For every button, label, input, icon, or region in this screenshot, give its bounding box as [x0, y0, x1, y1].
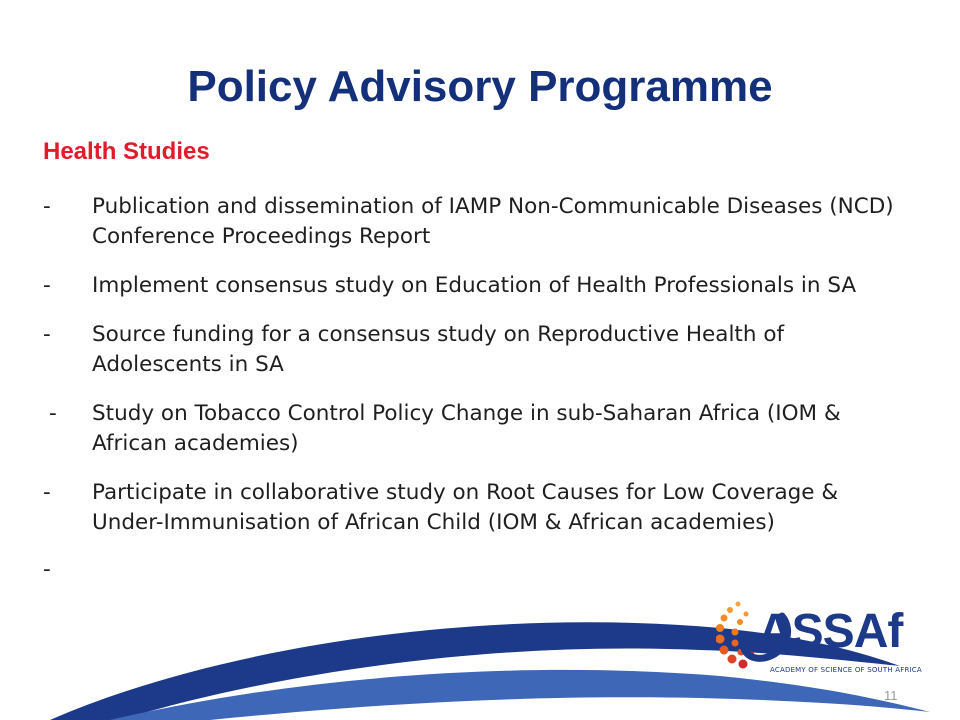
bullet-item — [43, 478, 903, 538]
section-subtitle: Health Studies — [43, 138, 210, 165]
bullet-item — [43, 271, 903, 301]
bullet-dash: - — [43, 194, 51, 219]
bullet-text: Participate in collaborative study on Root Causes for Low Coverage & Under-Immunisation of African Child (IOM & African academies) — [92, 480, 839, 535]
bullet-list — [43, 192, 903, 582]
bullet-item — [43, 192, 903, 252]
bullet-dash: - — [43, 322, 51, 347]
slide-title: Policy Advisory Programme — [187, 62, 773, 111]
bullet-item — [43, 320, 903, 380]
assaf-logo — [716, 598, 932, 690]
logo-subtext: ACADEMY OF SCIENCE OF SOUTH AFRICA — [770, 666, 922, 674]
page-number: 11 — [884, 688, 898, 703]
bullet-dash: - — [43, 480, 51, 505]
bullet-text: Publication and dissemination of IAMP Non-Communicable Diseases (NCD) Conference Proceedings Report — [92, 194, 894, 249]
bullet-text: Source funding for a consensus study on Reproductive Health of Adolescents in SA — [92, 322, 785, 377]
bullet-dash: - — [49, 401, 57, 426]
bullet-text: Implement consensus study on Education of Health Professionals in SA — [92, 273, 857, 298]
bullet-item — [43, 399, 903, 459]
bullet-dash: - — [43, 273, 51, 298]
bullet-text: Study on Tobacco Control Policy Change in sub-Saharan Africa (IOM & African academies) — [92, 401, 841, 456]
bullet-dash: - — [43, 557, 51, 582]
logo-wordmark: ASSAf — [758, 605, 903, 658]
